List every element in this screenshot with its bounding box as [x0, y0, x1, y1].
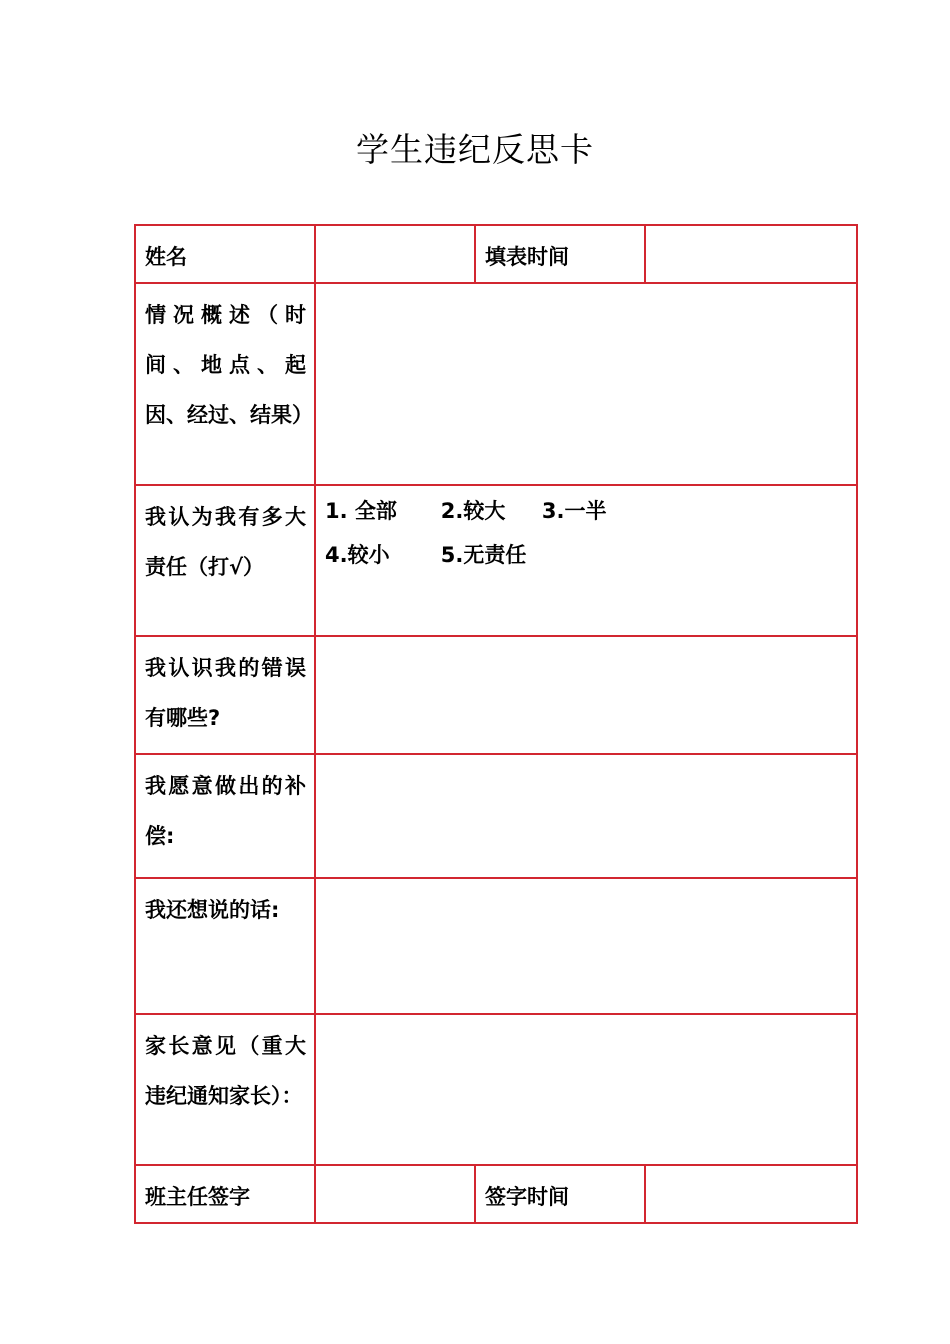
table-row-compensation: [135, 754, 857, 878]
table-row-responsibility: [135, 485, 857, 636]
more-words-label: 我还想说的话:: [135, 878, 315, 1014]
page-title: 学生违纪反思卡: [356, 130, 594, 169]
sign-time-field[interactable]: [645, 1165, 857, 1223]
errors-label: 我认识我的错误有哪些?: [135, 636, 315, 754]
reflection-card-table: [134, 224, 858, 1224]
compensation-label: 我愿意做出的补偿:: [135, 754, 315, 878]
table-row-description: [135, 283, 857, 485]
description-label: 情况概述（时间、地点、起因、经过、结果）: [135, 283, 315, 485]
fill-time-field[interactable]: [645, 225, 857, 283]
compensation-field[interactable]: [315, 754, 857, 878]
sign-time-label: 签字时间: [475, 1165, 645, 1223]
name-field[interactable]: [315, 225, 475, 283]
teacher-sign-field[interactable]: [315, 1165, 475, 1223]
teacher-sign-label: 班主任签字: [135, 1165, 315, 1223]
errors-field[interactable]: [315, 636, 857, 754]
responsibility-label: 我认为我有多大责任（打√）: [135, 485, 315, 636]
responsibility-options-line2: 4.较小 5.无责任: [325, 543, 527, 567]
responsibility-options-line1: 1. 全部 2.较大 3.一半: [325, 499, 607, 523]
table-row-signature: [135, 1165, 857, 1223]
responsibility-options[interactable]: [315, 485, 857, 636]
parent-opinion-label: 家长意见（重大违纪通知家长）：: [135, 1014, 315, 1165]
parent-opinion-field[interactable]: [315, 1014, 857, 1165]
table-row-more-words: [135, 878, 857, 1014]
table-row-parent-opinion: [135, 1014, 857, 1165]
fill-time-label: 填表时间: [475, 225, 645, 283]
more-words-field[interactable]: [315, 878, 857, 1014]
table-row-errors: [135, 636, 857, 754]
description-field[interactable]: [315, 283, 857, 485]
table-row-name: [135, 225, 857, 283]
name-label: 姓名: [135, 225, 315, 283]
